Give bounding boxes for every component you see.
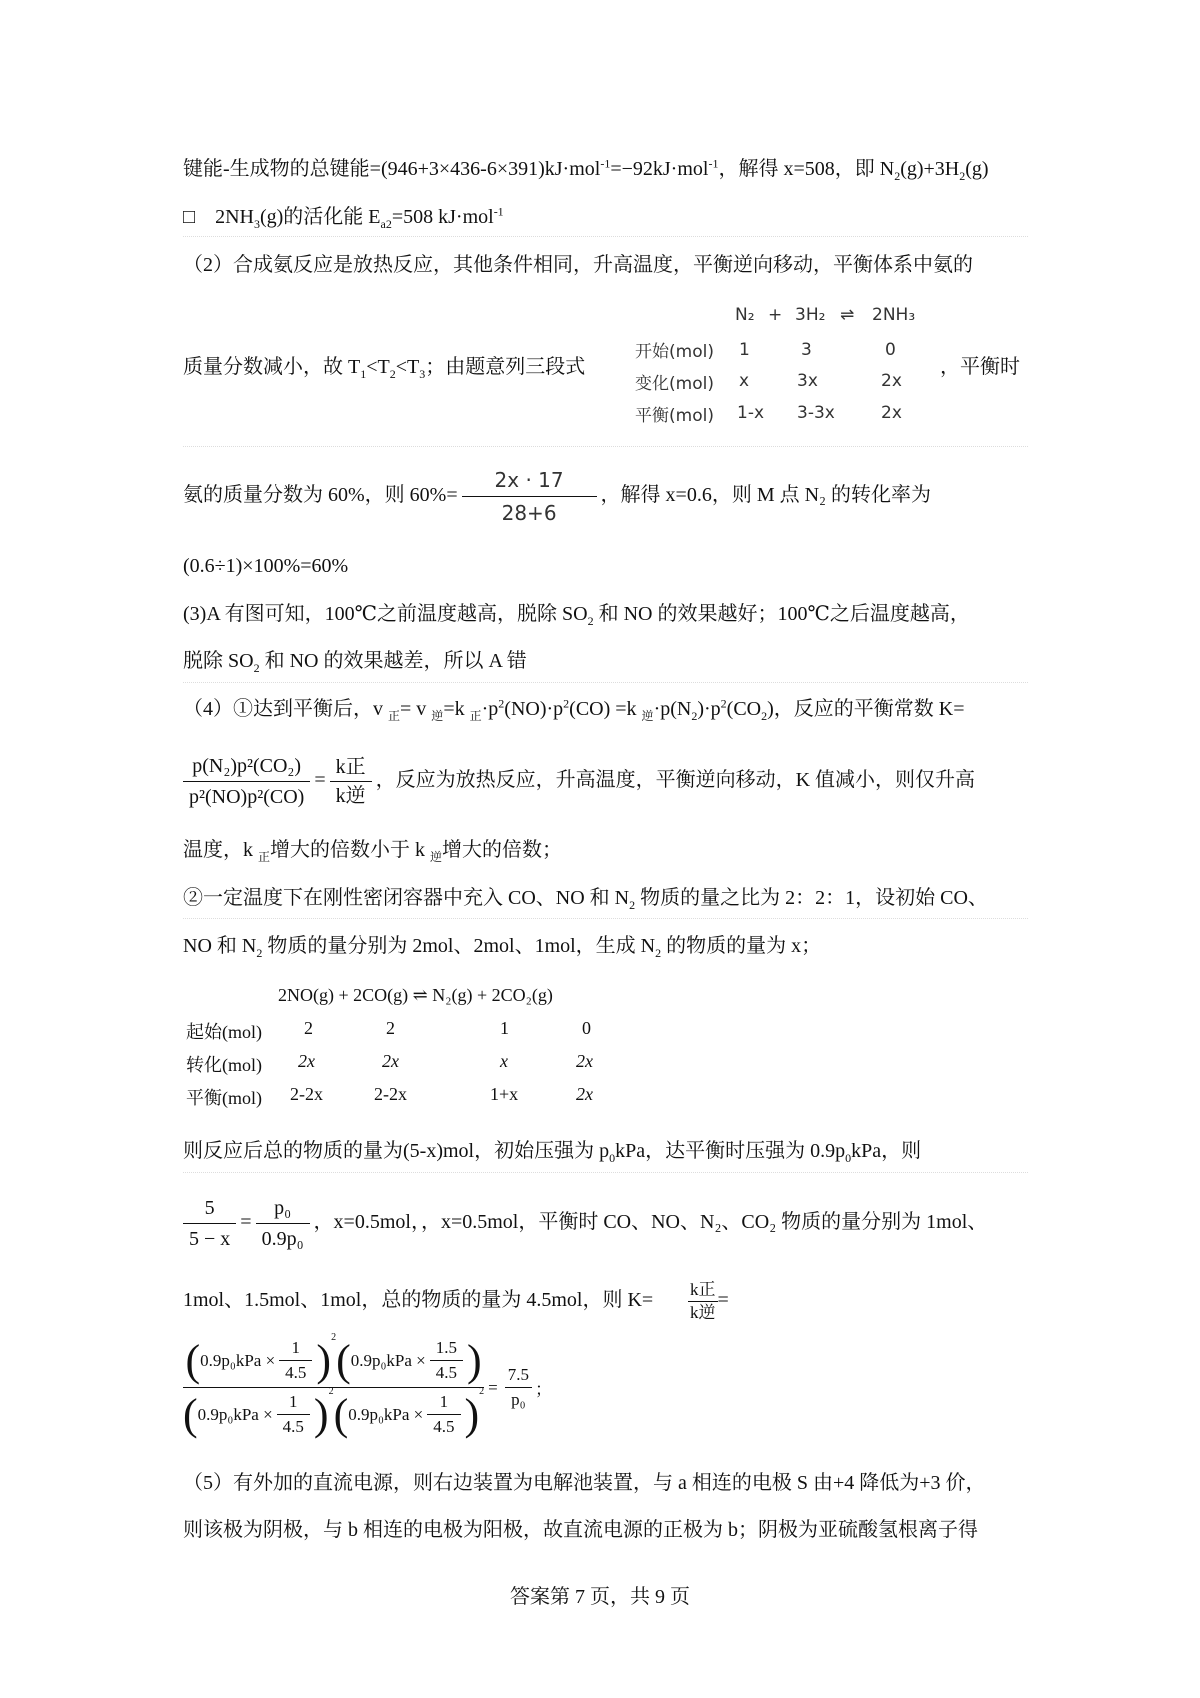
table-cell: 2-2x [374,1084,407,1104]
text: 的物质的量为 x； [661,935,822,957]
subscript: 2 [894,169,901,183]
table-cell: 2 [304,1018,313,1038]
table-cell: 变化(mol) [635,374,714,394]
subscript: 3 [419,367,426,381]
numerator: 1 [289,1392,298,1411]
subscript: 2 [587,614,594,628]
text: NO 和 N [183,935,257,957]
text: ，x=0.5mol，，x=0.5mol，平衡时 CO、NO、N₂、CO₂ 物质的量分别为 1mol、 [313,1211,988,1233]
subscript: 正 [388,709,401,723]
pressure-line [183,1192,987,1252]
table-cell: x [739,371,750,391]
text: 0.9p₀kPa × [200,1350,276,1370]
text-line [183,1517,978,1543]
k-expression-line [183,750,975,810]
text: ；由题意列三段式 [425,356,586,378]
divider [183,236,1028,237]
text: （5）有外加的直流电源，则右边装置为电解池装置，与 a 相连的电极 S 由+4 降低为+3 价， [183,1472,986,1494]
text: 和 NO 的效果越好；100℃之后温度越高， [593,603,970,625]
text: ②一定温度下在刚性密闭容器中充入 CO、NO 和 N [183,887,630,909]
text: = [717,1289,729,1311]
table-cell: 2 [386,1018,395,1038]
subscript: 2 [256,946,263,960]
equilibrium-table-1 [635,305,935,435]
table-cell: 3 [801,340,812,360]
subscript: 2 [691,709,698,723]
text: (g)的活化能 E [259,206,381,228]
text: (3)A 有图可知，100℃之前温度越高，脱除 SO [183,603,588,625]
text: 和 NO 的效果越差，所以 A 错 [259,650,527,672]
text: 质量分数减小，故 T [183,356,361,378]
text: ，解得 x=0.6，则 M 点 N₂ 的转化率为 [600,484,932,506]
subscript: 逆 [431,709,444,723]
text: )·p [697,698,721,720]
text: 0.9p₀kPa × [348,1404,424,1424]
k-value-fraction: ( 0.9p₀kPa × $\frac{1}{4.5}$ ) 2 ( 0.9p₀kPa × $\frac{1.5}{4.5}$ ) ( 0.9p₀kPa × $\frac{1}{4.5}$ ) 2 ( 0.9p₀kPa × $\frac{1}{4.5}$ ) 2 = $\frac{7.5}{\text{p₀}}$ ； [183,1332,552,1439]
subscript: 2 [629,898,636,912]
denominator: 4.5 [279,1360,312,1383]
numerator: 1.5 [435,1338,457,1357]
text-line [183,601,970,627]
numerator: 1 [439,1392,449,1411]
text: 0.9p₀kPa × [197,1404,273,1424]
text: = v [400,698,432,720]
text-line [183,648,527,674]
text: ，反应为放热反应，升高温度，平衡逆向移动，K 值减小，则仅升高 [375,769,976,791]
subscript: 正 [258,850,271,864]
subscript: 1 [360,367,367,381]
text-line [183,156,989,182]
denominator: ( 0.9p₀kPa × $\frac{1}{4.5}$ ) 2 ( 0.9p₀kPa × $\frac{1}{4.5}$ ) 2 [183,1386,485,1439]
fraction [688,1279,718,1324]
text: )，反应的平衡常数 K= [767,698,965,720]
table-cell: 2-2x [290,1084,323,1104]
text-line [183,1470,986,1496]
denominator: p₀ [505,1387,531,1410]
table-cell: 0 [885,340,896,360]
denominator: k逆 [690,1302,716,1322]
divider [183,446,1028,447]
equilibrium-table-2 [186,985,686,1115]
numerator: 5 [204,1196,215,1219]
text-line [183,837,562,863]
text: = [314,769,326,791]
divider [183,918,1028,919]
text: =k [443,698,470,720]
text: (NO)·p [504,698,564,720]
divider [183,1172,1028,1173]
ammonia-line [183,465,931,527]
text-line [183,696,965,722]
text: （4）①达到平衡后，v [183,698,388,720]
numerator: 7.5 [507,1365,529,1384]
table-cell: 平衡(mol) [635,406,714,426]
text-line [183,933,821,959]
subscript: 逆 [641,709,654,723]
table-header: + [768,305,783,325]
text: 氨的质量分数为 60%，则 60%= [183,484,458,506]
table-cell: 2x [881,371,902,391]
table-cell: 1 [500,1018,509,1038]
text-line [183,354,585,380]
table-header: 3H₂ [795,305,826,325]
text: <T [395,356,420,378]
subscript: a2 [380,217,392,231]
table-cell: 平衡(mol) [186,1088,262,1108]
fraction [256,1195,310,1252]
superscript: 2 [563,696,570,711]
subscript: 0 [845,1151,852,1165]
text: kPa，达平衡时压强为 0.9p [615,1140,846,1162]
table-cell: 2x [881,403,902,423]
fraction [427,1392,460,1437]
superscript: -1 [493,204,504,219]
table-header: 2NO(g) + 2CO(g) ⇌ N₂(g) + 2CO₂(g) [278,985,553,1005]
text: (g)+3H [900,158,960,180]
denominator: 4.5 [427,1414,460,1437]
numerator: 1 [291,1338,301,1357]
numerator: 2x · 17 [494,467,564,492]
text-line [183,553,348,579]
text: （2）合成氨反应是放热反应，其他条件相同，升高温度，平衡逆向移动，平衡体系中氨的 [183,254,973,276]
text-line [183,1287,653,1313]
superscript: 2 [498,696,505,711]
denominator: 5 − x [183,1223,236,1252]
text: ·p(N [653,698,692,720]
numerator: k正 [690,1279,716,1299]
text: =−92kJ·mol [610,158,709,180]
numerator: ( 0.9p₀kPa × $\frac{1}{4.5}$ ) 2 ( 0.9p₀kPa × $\frac{1.5}{4.5}$ ) [185,1332,482,1385]
k-fraction [688,1272,729,1328]
text: 脱除 SO [183,650,254,672]
text: 物质的量之比为 2：2：1，设初始 CO、 [635,887,988,909]
text: 增大的倍数； [442,839,563,861]
subscript: 2 [655,946,662,960]
table-cell: x [500,1051,508,1071]
text-line [183,252,973,278]
table-cell: 3x [797,371,818,391]
text: (0.6÷1)×100%=60% [183,555,349,577]
table-header: ⇌ [840,305,855,325]
text: 1mol、1.5mol、1mol，总的物质的量为 4.5mol，则 K= [183,1289,654,1311]
superscript: -1 [600,156,611,171]
table-cell: 2x [576,1051,593,1071]
table-cell: 1+x [490,1084,519,1104]
denominator: 0.9p₀ [256,1223,310,1252]
fraction [279,1338,312,1383]
text-line [183,885,988,911]
table-header: 2NH₃ [872,305,916,325]
fraction [330,755,372,808]
text: □ 2NH [183,206,254,228]
table-cell: 2x [576,1084,593,1104]
text: 0.9p₀kPa × [350,1350,426,1370]
text: ，解得 x=508，即 N [718,158,895,180]
numerator: p₀ [274,1196,292,1219]
text: ·p [481,698,499,720]
fraction [462,466,597,527]
table-cell: 转化(mol) [186,1055,262,1075]
text: = [240,1211,252,1233]
subscript: 2 [761,709,768,723]
page-footer: 答案第 7 页，共 9 页 [510,1586,690,1608]
text: 键能-生成物的总键能=(946+3×436-6×391)kJ·mol [183,158,601,180]
denominator: p²(NO)p²(CO) [183,781,310,810]
text: ； [535,1380,552,1399]
fraction [430,1338,463,1383]
table-cell: 3-3x [797,403,835,423]
table-cell: 开始(mol) [635,342,714,362]
numerator: k正 [335,755,366,778]
text-line [183,1138,921,1164]
text: (CO) =k [569,698,642,720]
table-cell: 0 [582,1018,591,1038]
table-cell: 1 [739,340,750,360]
table-cell: 2x [382,1051,399,1071]
text: (CO [726,698,762,720]
superscript: 2 [720,696,727,711]
text: <T [366,356,390,378]
denominator: 4.5 [277,1414,310,1437]
fraction [502,1365,535,1410]
text-line: ，平衡时 [940,356,1020,378]
subscript: 逆 [430,850,443,864]
text: (g) [965,158,989,180]
subscript: 0 [609,1151,616,1165]
divider [183,682,1028,683]
text: 则反应后总的物质的量为(5-x)mol，初始压强为 p [183,1140,610,1162]
fraction [277,1392,310,1437]
subscript: 3 [253,217,260,231]
denominator: k逆 [330,781,372,808]
table-cell: 1-x [737,403,765,423]
text: =508 kJ·mol [391,206,494,228]
text: 物质的量分别为 2mol、2mol、1mol，生成 N [262,935,656,957]
fraction [183,753,310,810]
denominator: 28+6 [462,496,597,527]
table-header: N₂ [735,305,755,325]
text: 则该极为阴极，与 b 相连的电极为阳极，故直流电源的正极为 b；阴极为亚硫酸氢根离子得 [183,1519,978,1541]
table-cell: 2x [298,1051,315,1071]
subscript: 2 [959,169,966,183]
text: 增大的倍数小于 k [270,839,431,861]
text: 温度，k [183,839,258,861]
text: kPa，则 [851,1140,922,1162]
fraction [183,1195,236,1252]
numerator: p(N₂)p²(CO₂) [192,754,302,777]
subscript: 正 [469,709,482,723]
subscript: 2 [253,661,260,675]
superscript: -1 [708,156,719,171]
text-line [183,204,504,230]
table-cell: 起始(mol) [186,1022,262,1042]
subscript: 2 [389,367,396,381]
denominator: 4.5 [430,1360,463,1383]
